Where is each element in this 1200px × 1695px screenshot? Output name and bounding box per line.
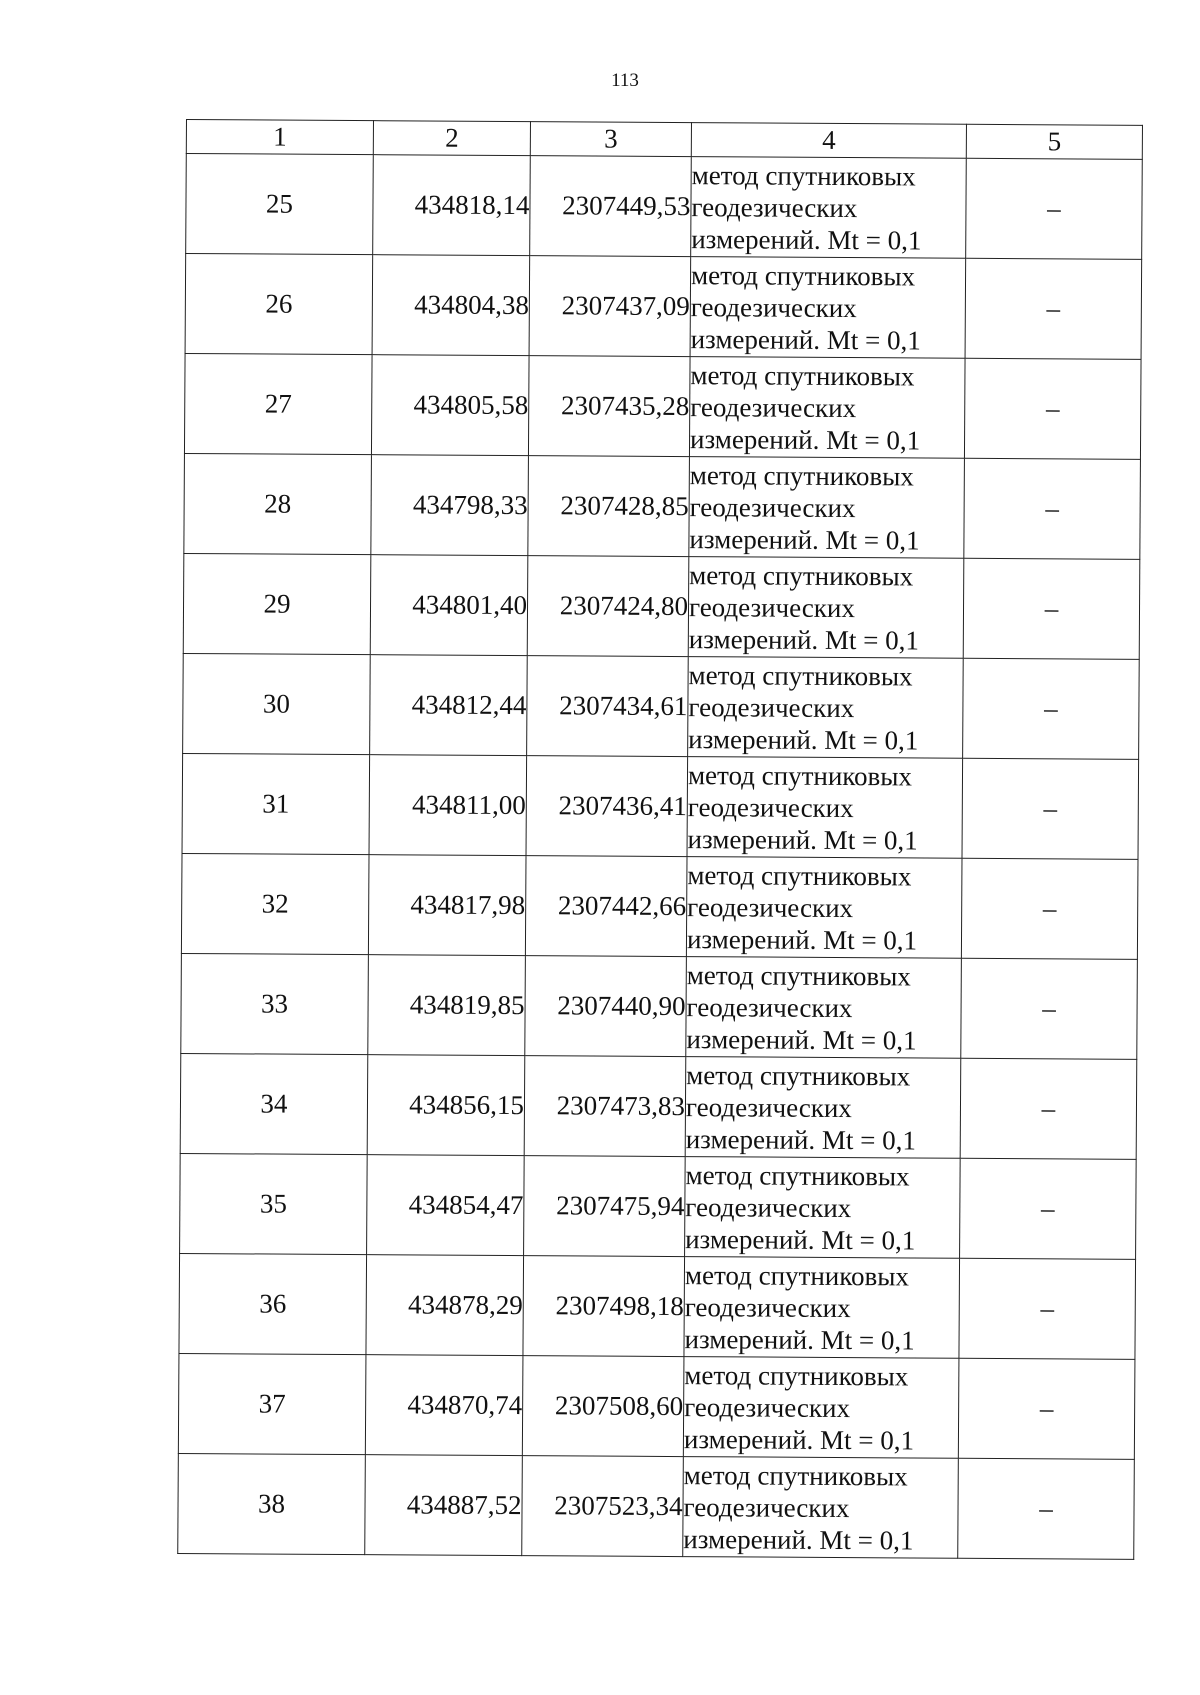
- point-number-cell: 37: [178, 1353, 366, 1454]
- x-coordinate-cell: 434804,38: [372, 255, 530, 356]
- point-number-cell: 25: [186, 154, 374, 255]
- table-body: [178, 154, 1143, 1560]
- table-row: [178, 1353, 1135, 1459]
- x-coordinate-cell: 434819,85: [368, 955, 526, 1056]
- x-coordinate-cell: 434801,40: [370, 555, 528, 656]
- method-cell: [685, 1057, 961, 1159]
- method-line-3: измерений. Mt = 0,1: [691, 223, 922, 255]
- y-coordinate-cell: 2307473,83: [524, 1056, 686, 1157]
- note-cell: –: [961, 858, 1138, 959]
- point-number-cell: 26: [185, 254, 373, 355]
- table-row: [184, 353, 1141, 459]
- x-coordinate-cell: 434805,58: [371, 355, 529, 456]
- table-row: [179, 1253, 1136, 1359]
- point-number-cell: 27: [184, 353, 372, 454]
- method-cell: [685, 1157, 961, 1259]
- table-row: [182, 753, 1139, 859]
- y-coordinate-cell: 2307449,53: [530, 156, 692, 257]
- method-line-1: метод спутниковых: [685, 1159, 910, 1191]
- table-row: [178, 1453, 1135, 1559]
- point-number-cell: 32: [181, 853, 369, 954]
- method-line-1: метод спутниковых: [687, 759, 913, 791]
- note-cell: –: [959, 1258, 1136, 1359]
- note-cell: –: [961, 958, 1138, 1059]
- method-cell: [683, 1357, 959, 1459]
- y-coordinate-cell: 2307523,34: [522, 1456, 684, 1557]
- method-line-2: геодезических: [690, 391, 857, 423]
- method-line-3: измерений. Mt = 0,1: [688, 623, 920, 655]
- method-line-2: геодезических: [685, 1191, 852, 1223]
- note-cell: –: [960, 1158, 1137, 1259]
- column-header-4: 4: [691, 123, 966, 159]
- method-line-2: геодезических: [690, 291, 857, 323]
- point-number-cell: 30: [183, 653, 371, 754]
- y-coordinate-cell: 2307437,09: [529, 256, 691, 357]
- table-row: [181, 953, 1138, 1059]
- note-cell: –: [960, 1058, 1137, 1159]
- x-coordinate-cell: 434854,47: [367, 1155, 525, 1256]
- point-number-cell: 33: [181, 953, 369, 1054]
- column-header-5: 5: [966, 124, 1142, 159]
- point-number-cell: 36: [179, 1253, 367, 1354]
- note-cell: –: [964, 458, 1141, 559]
- method-cell: [689, 357, 965, 459]
- y-coordinate-cell: 2307442,66: [525, 856, 687, 957]
- method-line-1: метод спутниковых: [684, 1259, 910, 1291]
- table-row: [186, 154, 1143, 260]
- x-coordinate-cell: 434817,98: [368, 855, 526, 956]
- method-line-3: измерений. Mt = 0,1: [686, 1023, 917, 1055]
- point-number-cell: 29: [183, 553, 371, 654]
- method-line-3: измерений. Mt = 0,1: [683, 1523, 914, 1555]
- method-line-3: измерений. Mt = 0,1: [687, 823, 918, 855]
- method-line-2: геодезических: [687, 891, 854, 923]
- method-line-2: геодезических: [688, 691, 855, 723]
- note-cell: –: [964, 358, 1141, 459]
- method-line-2: геодезических: [686, 991, 853, 1023]
- method-line-1: метод спутниковых: [688, 659, 913, 691]
- note-cell: –: [965, 258, 1142, 359]
- table-row: [181, 853, 1138, 959]
- column-header-1: 1: [186, 120, 373, 155]
- method-line-1: метод спутниковых: [683, 1459, 908, 1491]
- x-coordinate-cell: 434887,52: [365, 1455, 523, 1556]
- note-cell: –: [963, 558, 1140, 659]
- y-coordinate-cell: 2307436,41: [526, 756, 688, 857]
- method-cell: [688, 657, 964, 759]
- method-line-3: измерений. Mt = 0,1: [690, 323, 921, 355]
- x-coordinate-cell: 434856,15: [367, 1055, 525, 1156]
- method-cell: [688, 557, 964, 659]
- method-line-1: метод спутниковых: [687, 859, 912, 891]
- method-cell: [686, 957, 962, 1059]
- page-number: 113: [611, 70, 639, 91]
- method-line-3: измерений. Mt = 0,1: [685, 1123, 916, 1155]
- note-cell: –: [963, 658, 1140, 759]
- table-row: [180, 1153, 1137, 1259]
- note-cell: –: [958, 1458, 1135, 1559]
- note-cell: –: [958, 1358, 1135, 1459]
- header-row: [186, 120, 1142, 160]
- method-line-2: геодезических: [688, 591, 856, 623]
- note-cell: –: [966, 158, 1143, 259]
- method-line-3: измерений. Mt = 0,1: [688, 723, 919, 755]
- method-line-1: метод спутниковых: [689, 459, 914, 491]
- y-coordinate-cell: 2307498,18: [523, 1256, 685, 1357]
- point-number-cell: 34: [180, 1053, 368, 1154]
- method-line-1: метод спутниковых: [686, 959, 911, 991]
- table-row: [180, 1053, 1137, 1159]
- method-line-1: метод спутниковых: [689, 559, 914, 591]
- method-cell: [689, 457, 965, 559]
- method-line-1: метод спутниковых: [691, 159, 916, 191]
- y-coordinate-cell: 2307440,90: [525, 956, 687, 1057]
- method-cell: [690, 257, 966, 359]
- table-row: [184, 453, 1141, 559]
- method-line-3: измерений. Mt = 0,1: [689, 423, 921, 455]
- note-cell: –: [962, 758, 1139, 859]
- y-coordinate-cell: 2307435,28: [528, 356, 690, 457]
- method-line-1: метод спутниковых: [690, 259, 916, 291]
- method-line-1: метод спутниковых: [684, 1359, 909, 1391]
- x-coordinate-cell: 434870,74: [365, 1355, 523, 1456]
- method-line-2: геодезических: [687, 791, 854, 823]
- point-number-cell: 35: [180, 1153, 368, 1254]
- y-coordinate-cell: 2307475,94: [524, 1156, 686, 1257]
- x-coordinate-cell: 434812,44: [370, 655, 528, 756]
- method-line-3: измерений. Mt = 0,1: [683, 1423, 915, 1455]
- point-number-cell: 38: [178, 1453, 366, 1554]
- table-row: [183, 653, 1140, 759]
- method-line-3: измерений. Mt = 0,1: [685, 1223, 916, 1255]
- method-line-1: метод спутниковых: [686, 1059, 911, 1091]
- method-line-3: измерений. Mt = 0,1: [689, 523, 920, 555]
- y-coordinate-cell: 2307428,85: [528, 456, 690, 557]
- method-line-3: измерений. Mt = 0,1: [686, 923, 918, 955]
- column-header-2: 2: [373, 121, 530, 156]
- y-coordinate-cell: 2307508,60: [522, 1356, 684, 1457]
- method-line-2: геодезических: [684, 1391, 851, 1423]
- point-number-cell: 28: [184, 453, 372, 554]
- y-coordinate-cell: 2307434,61: [527, 656, 689, 757]
- x-coordinate-cell: 434878,29: [366, 1255, 524, 1356]
- method-line-2: геодезических: [691, 191, 858, 223]
- method-line-3: измерений. Mt = 0,1: [684, 1323, 915, 1355]
- table-row: [185, 254, 1142, 360]
- method-line-2: геодезических: [683, 1491, 850, 1523]
- method-line-1: метод спутниковых: [690, 359, 915, 391]
- x-coordinate-cell: 434818,14: [373, 155, 531, 256]
- method-cell: [691, 157, 967, 259]
- x-coordinate-cell: 434811,00: [369, 755, 527, 856]
- y-coordinate-cell: 2307424,80: [527, 556, 689, 657]
- column-header-3: 3: [530, 122, 691, 157]
- coordinates-table: [177, 119, 1143, 1560]
- method-cell: [686, 857, 962, 959]
- method-cell: [684, 1257, 960, 1359]
- method-line-2: геодезических: [685, 1091, 852, 1123]
- table-row: [183, 553, 1140, 659]
- point-number-cell: 31: [182, 753, 370, 854]
- method-cell: [683, 1457, 959, 1559]
- x-coordinate-cell: 434798,33: [371, 455, 529, 556]
- method-cell: [687, 757, 963, 859]
- method-line-2: геодезических: [684, 1291, 851, 1323]
- method-line-2: геодезических: [689, 491, 856, 523]
